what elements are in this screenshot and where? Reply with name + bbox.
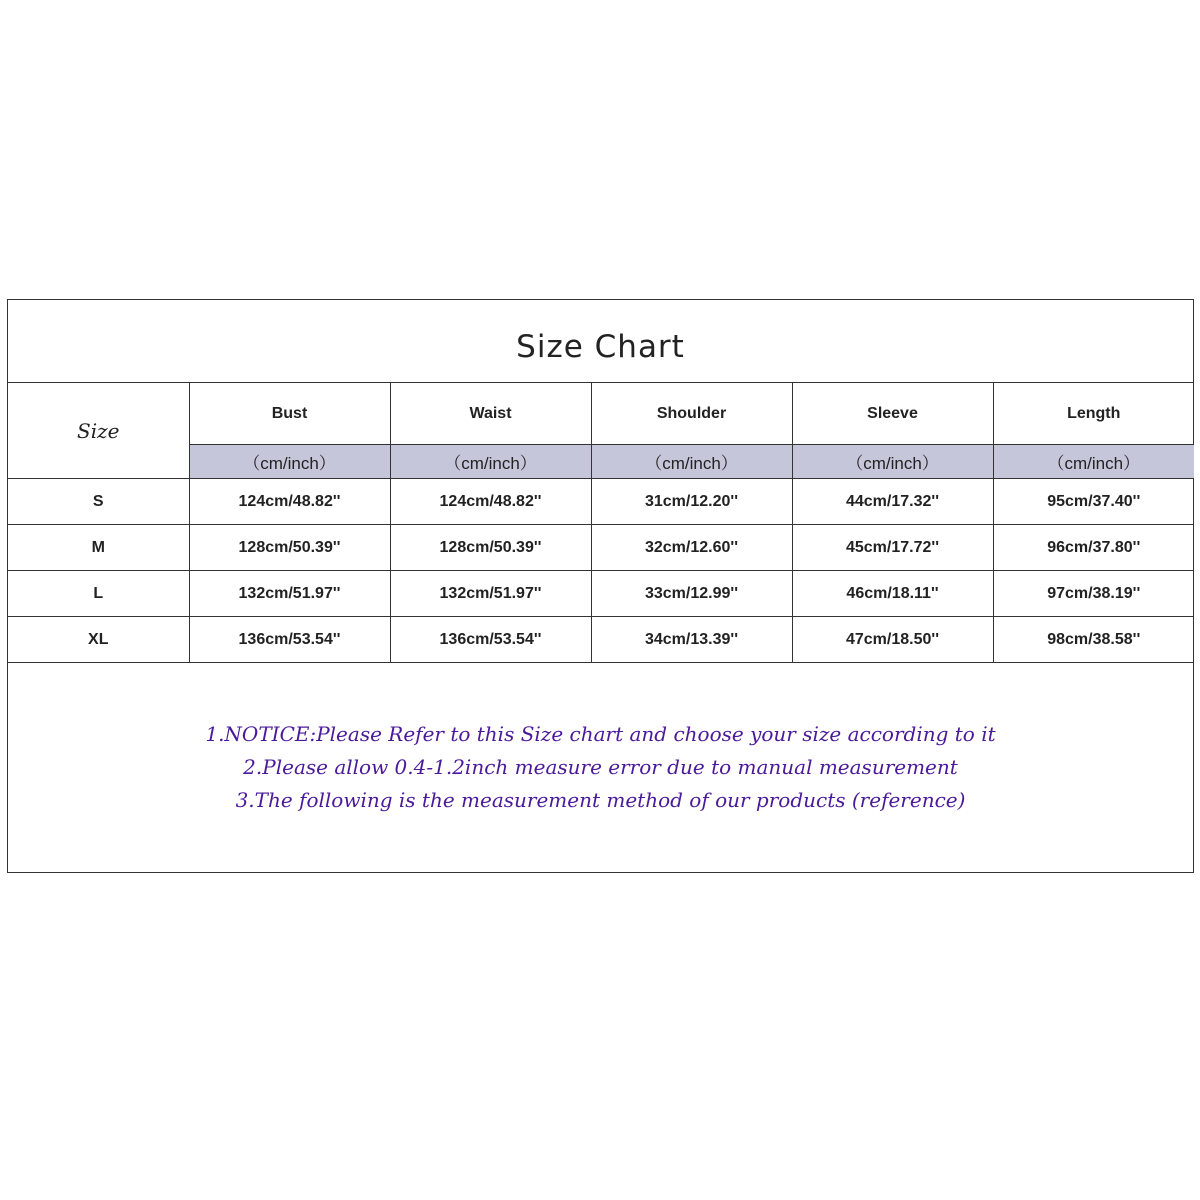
chart-title: Size Chart (516, 329, 685, 365)
value-cell: 136cm/53.54'' (390, 617, 591, 663)
value-cell: 97cm/38.19'' (993, 571, 1194, 617)
value-cell: 44cm/17.32'' (792, 479, 993, 525)
value-cell: 124cm/48.82'' (390, 479, 591, 525)
table-row (8, 571, 1194, 617)
size-column-header: Size (8, 383, 189, 479)
column-header-length: Length (993, 383, 1194, 445)
value-cell: 34cm/13.39'' (591, 617, 792, 663)
value-cell: 128cm/50.39'' (189, 525, 390, 571)
table-row (8, 479, 1194, 525)
value-cell: 33cm/12.99'' (591, 571, 792, 617)
value-cell: 128cm/50.39'' (390, 525, 591, 571)
value-cell: 124cm/48.82'' (189, 479, 390, 525)
column-header-waist: Waist (390, 383, 591, 445)
column-header-shoulder: Shoulder (591, 383, 792, 445)
unit-cell: （cm/inch） (993, 445, 1194, 479)
header-row (8, 383, 1194, 445)
title-row (8, 300, 1193, 383)
value-cell: 132cm/51.97'' (189, 571, 390, 617)
unit-cell: （cm/inch） (792, 445, 993, 479)
value-cell: 45cm/17.72'' (792, 525, 993, 571)
value-cell: 46cm/18.11'' (792, 571, 993, 617)
value-cell: 95cm/37.40'' (993, 479, 1194, 525)
size-cell: S (8, 479, 189, 525)
note-line: 3.The following is the measurement method of our products (reference) (235, 788, 966, 812)
value-cell: 31cm/12.20'' (591, 479, 792, 525)
column-header-bust: Bust (189, 383, 390, 445)
table-row (8, 617, 1194, 663)
column-header-sleeve: Sleeve (792, 383, 993, 445)
value-cell: 47cm/18.50'' (792, 617, 993, 663)
unit-cell: （cm/inch） (591, 445, 792, 479)
note-line: 2.Please allow 0.4-1.2inch measure error due to manual measurement (243, 755, 958, 779)
value-cell: 32cm/12.60'' (591, 525, 792, 571)
notes-section (8, 718, 1193, 817)
size-table (8, 383, 1194, 663)
table-row (8, 525, 1194, 571)
size-cell: M (8, 525, 189, 571)
unit-cell: （cm/inch） (189, 445, 390, 479)
size-cell: L (8, 571, 189, 617)
note-line: 1.NOTICE:Please Refer to this Size chart and choose your size according to it (205, 722, 996, 746)
size-chart (7, 299, 1194, 873)
value-cell: 132cm/51.97'' (390, 571, 591, 617)
value-cell: 136cm/53.54'' (189, 617, 390, 663)
value-cell: 98cm/38.58'' (993, 617, 1194, 663)
value-cell: 96cm/37.80'' (993, 525, 1194, 571)
size-cell: XL (8, 617, 189, 663)
unit-cell: （cm/inch） (390, 445, 591, 479)
